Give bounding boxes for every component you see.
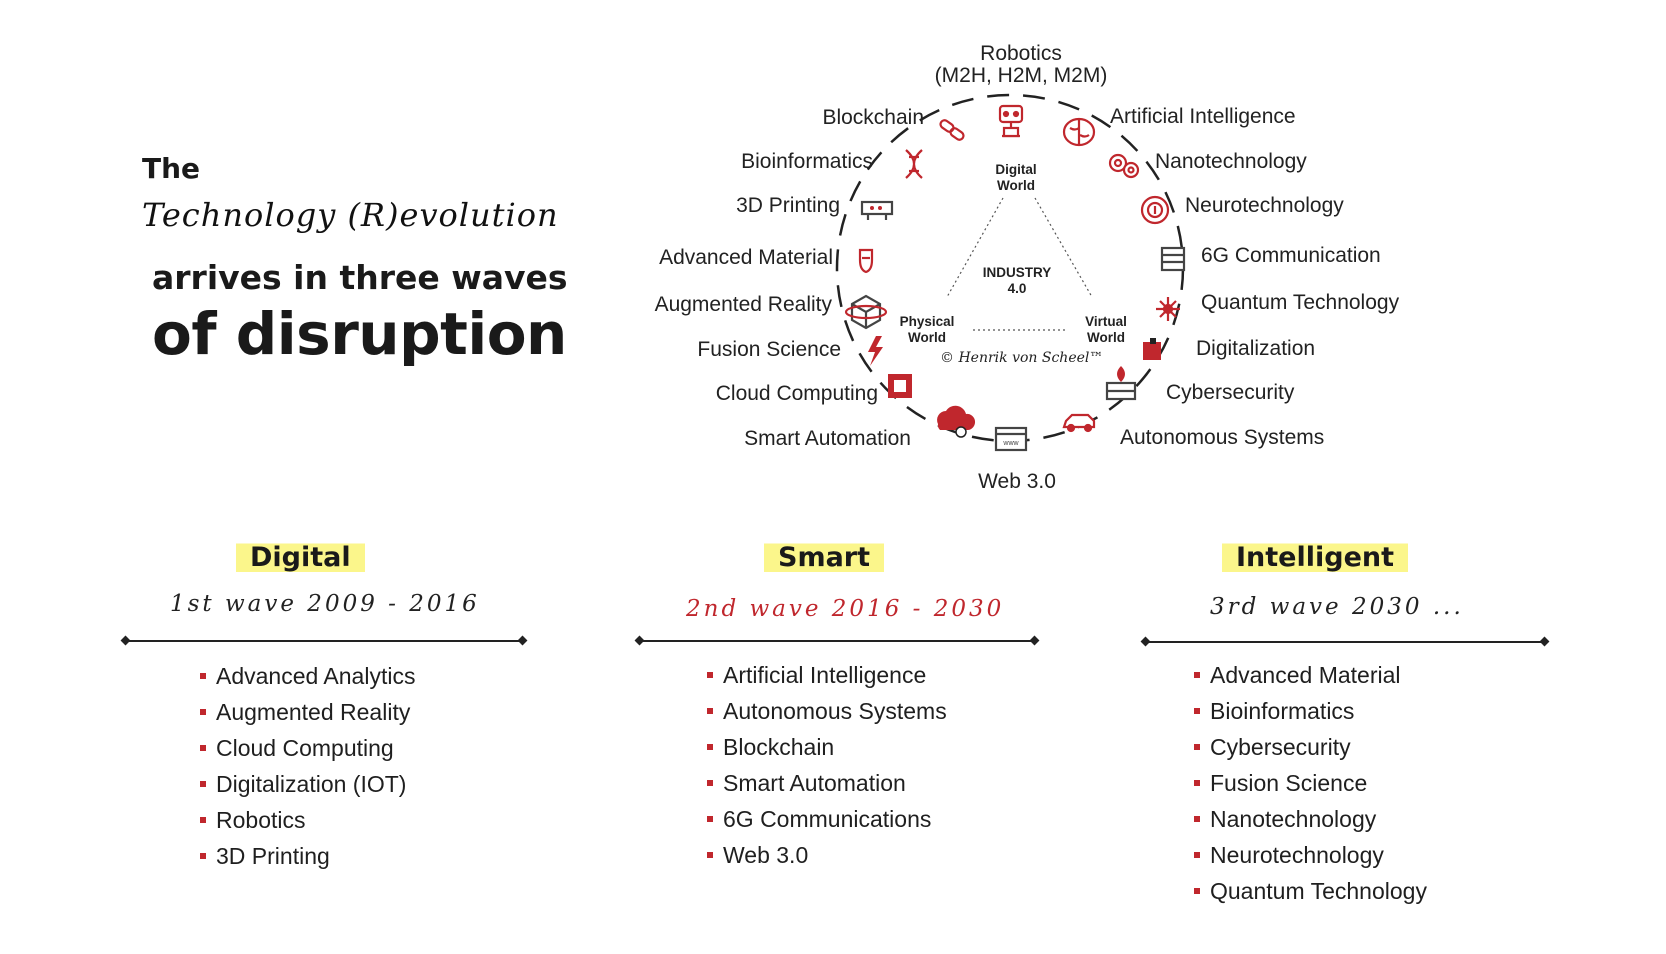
material-icon (860, 250, 872, 272)
label-fusion-science: Fusion Science (697, 338, 841, 361)
headline-disruption: of disruption (152, 300, 567, 368)
wave-intelligent-title: Intelligent (1222, 540, 1408, 575)
label-augmented-reality: Augmented Reality (654, 293, 832, 316)
wave-smart-divider (640, 640, 1034, 642)
brain-icon (1064, 119, 1094, 145)
list-item: Bioinformatics (1194, 693, 1427, 729)
list-item: Blockchain (707, 729, 947, 765)
list-item: Cybersecurity (1194, 729, 1427, 765)
label-web3: Web 3.0 (978, 470, 1056, 493)
wave-digital-subtitle: 1st wave 2009 - 2016 (170, 591, 480, 617)
list-item: Cloud Computing (200, 730, 415, 766)
list-item: Smart Automation (707, 765, 947, 801)
wave-digital-divider (126, 640, 522, 642)
label-advanced-material: Advanced Material (659, 246, 833, 269)
dna-icon (906, 150, 922, 178)
label-bioinformatics: Bioinformatics (741, 150, 873, 173)
lightning-icon (868, 336, 883, 366)
list-item: Fusion Science (1194, 765, 1427, 801)
wave-digital-list (200, 658, 415, 874)
copyright-text: © Henrik von Scheel™ (940, 350, 1104, 366)
list-item: Advanced Analytics (200, 658, 415, 694)
list-item: Nanotechnology (1194, 801, 1427, 837)
label-digitalization: Digitalization (1196, 337, 1316, 360)
headline-arrives: arrives in three waves (152, 258, 568, 297)
label-6g-communication: 6G Communication (1201, 244, 1381, 267)
label-cloud-computing: Cloud Computing (715, 382, 878, 405)
cloud-chip-icon (888, 374, 912, 398)
list-item: 3D Printing (200, 838, 415, 874)
list-item: Web 3.0 (707, 837, 947, 873)
list-item: Advanced Material (1194, 657, 1427, 693)
label-robotics: Robotics (980, 42, 1062, 65)
wave-intelligent-divider (1146, 641, 1544, 643)
firewall-icon (1107, 366, 1135, 399)
label-autonomous-systems: Autonomous Systems (1120, 426, 1325, 449)
nanotech-gears-icon (1110, 155, 1138, 177)
wave-smart-title: Smart (764, 540, 884, 575)
web-browser-icon (996, 428, 1026, 450)
wave-smart-list (707, 657, 947, 873)
list-item: Autonomous Systems (707, 693, 947, 729)
headline-technology-revolution: Technology (R)evolution (142, 196, 559, 234)
list-item: Robotics (200, 802, 415, 838)
label-smart-automation: Smart Automation (744, 427, 911, 450)
cloud-gear-icon (937, 406, 975, 437)
wave-smart-subtitle: 2nd wave 2016 - 2030 (686, 596, 1005, 622)
list-item: 6G Communications (707, 801, 947, 837)
wave-intelligent-list (1194, 657, 1427, 909)
robot-icon (1000, 106, 1022, 136)
wave-intelligent-subtitle: 3rd wave 2030 ... (1210, 594, 1464, 620)
server-6g-icon (1162, 248, 1184, 270)
label-physical-world: Physical World (899, 314, 955, 345)
label-ai: Artificial Intelligence (1110, 105, 1296, 128)
label-robotics-sub: (M2H, H2M, M2M) (934, 64, 1108, 87)
list-item: Digitalization (IOT) (200, 766, 415, 802)
chain-icon (939, 119, 965, 142)
label-3d-printing: 3D Printing (736, 194, 840, 217)
autonomous-car-icon (1064, 415, 1094, 431)
list-item: Quantum Technology (1194, 873, 1427, 909)
wave-digital-title: Digital (236, 540, 365, 575)
label-virtual-world: Virtual World (1085, 314, 1127, 345)
neuro-head-icon (1142, 197, 1168, 223)
headline-the: The (142, 152, 201, 185)
puzzle-icon (1143, 338, 1161, 360)
label-digital-world: Digital World (995, 162, 1037, 193)
list-item: Artificial Intelligence (707, 657, 947, 693)
printer-3d-icon (862, 202, 892, 220)
list-item: Neurotechnology (1194, 837, 1427, 873)
label-neurotechnology: Neurotechnology (1185, 194, 1344, 217)
label-cybersecurity: Cybersecurity (1166, 381, 1295, 404)
label-nanotechnology: Nanotechnology (1155, 150, 1307, 173)
label-blockchain: Blockchain (822, 106, 924, 129)
svg-text:www: www (1003, 440, 1019, 447)
ar-cube-icon (846, 296, 886, 328)
label-quantum-technology: Quantum Technology (1201, 291, 1400, 314)
label-industry-4: INDUSTRY 4.0 (982, 265, 1052, 296)
list-item: Augmented Reality (200, 694, 415, 730)
